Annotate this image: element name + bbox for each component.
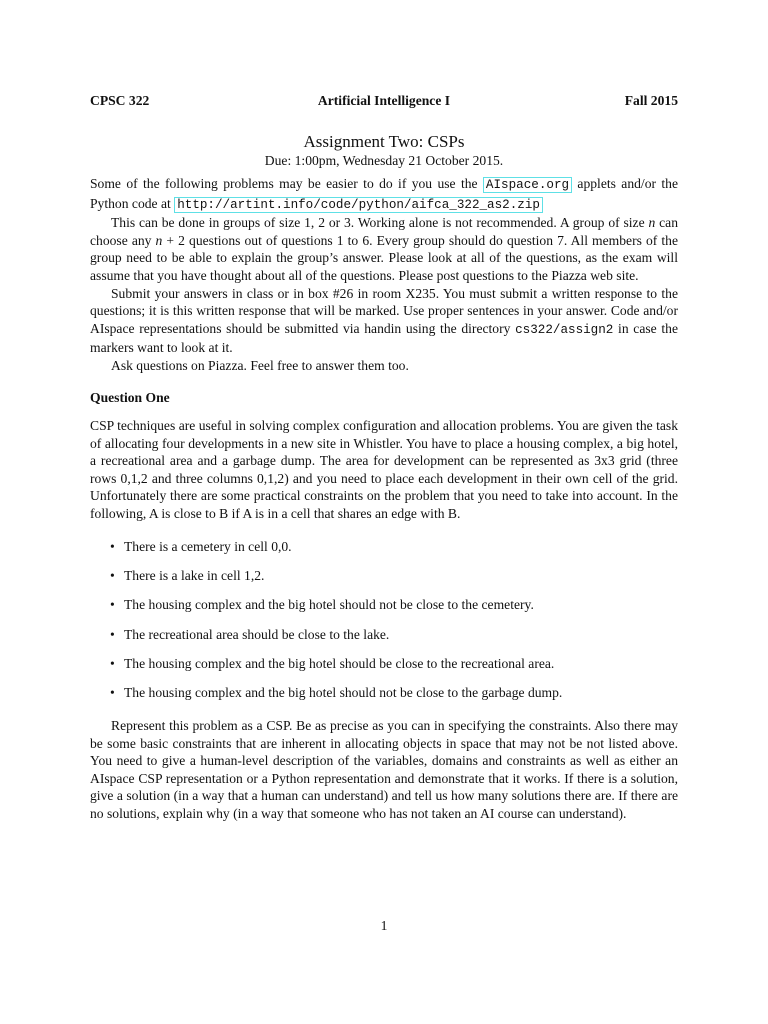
handin-directory: cs322/assign2 bbox=[515, 322, 614, 337]
constraint-item: • The housing complex and the big hotel should be close to the recreational area. bbox=[110, 655, 670, 684]
intro-text: Submit your answers in class or in box #26 in room X235. You must submit a written response to the questions; it is this written response that will be marked. Use proper sentences in your answer. Code and/or AIspace representations should be submitted via handin using the directory bbox=[90, 285, 678, 336]
constraint-item: • There is a cemetery in cell 0,0. bbox=[110, 538, 670, 567]
intro-text: can choose any bbox=[90, 215, 678, 248]
intro-paragraph-4: Ask questions on Piazza. Feel free to answer them too. bbox=[111, 357, 409, 373]
variable-n: n bbox=[648, 215, 656, 231]
intro-text: applets and/or the Python code at bbox=[90, 176, 678, 211]
constraint-item: • The housing complex and the big hotel should not be close to the cemetery. bbox=[110, 596, 670, 625]
constraint-item: • The recreational area should be close to the lake. bbox=[110, 626, 670, 655]
variable-n: n bbox=[155, 232, 163, 248]
intro-section bbox=[90, 175, 678, 375]
python-code-link[interactable]: http://artint.info/code/python/aifca_322_as2.zip bbox=[174, 197, 543, 213]
intro-text: + 2 questions out of questions 1 to 6. Every group should do question 7. All members of the group need to be able to explain the group’s answer. Please look at all of the questions, as the exam will assume that you have thought about all of the questions. Please post questions to the Piazza web site. bbox=[90, 232, 678, 283]
constraint-item: • There is a lake in cell 1,2. bbox=[110, 567, 670, 596]
constraint-item: • The housing complex and the big hotel should not be close to the garbage dump. bbox=[110, 684, 670, 713]
page-header bbox=[90, 92, 678, 110]
question-one-description bbox=[90, 417, 678, 523]
constraint-list bbox=[110, 538, 670, 713]
intro-paragraph-2 bbox=[90, 214, 678, 284]
question-one-instructions bbox=[90, 717, 678, 823]
question-one-heading: Question One bbox=[90, 390, 170, 405]
intro-text: in case the markers want to look at it. bbox=[90, 320, 678, 356]
due-date: Due: 1:00pm, Wednesday 21 October 2015. bbox=[264, 153, 504, 168]
course-code: CPSC 322 bbox=[90, 93, 150, 108]
intro-paragraph-1 bbox=[90, 175, 678, 214]
page-number: 1 bbox=[380, 918, 388, 933]
question-one-closing: Represent this problem as a CSP. Be as precise as you can in specifying the constraints. Also there may be some basic constraints that are inherent in allocating objects in space that may not be not listed above. You need to give a human-level description of the variables, domains and constraints as well as either an AIspace CSP representation or a Python representation and demonstrate that it works. If there is a solution, give a solution (in a way that a human can understand) and tell us how many solutions there are. If there are no solutions, explain why (in a way that someone who has not taken an AI course can understand). bbox=[90, 718, 678, 821]
assignment-title: Assignment Two: CSPs bbox=[303, 132, 465, 151]
aispace-link[interactable]: AIspace.org bbox=[483, 177, 572, 193]
intro-text: This can be done in groups of size 1, 2 or 3. Working alone is not recommended. A group of size bbox=[111, 215, 649, 231]
term-label: Fall 2015 bbox=[624, 93, 678, 108]
intro-paragraph-3 bbox=[90, 285, 678, 357]
course-title: Artificial Intelligence I bbox=[317, 93, 451, 108]
intro-text: Some of the following problems may be easier to do if you use the bbox=[90, 176, 483, 191]
question-one-paragraph: CSP techniques are useful in solving complex configuration and allocation problems. You are given the task of allocating four developments in a new site in Whistler. You have to place a housing complex, a big hotel, a recreational area and a garbage dump. The area for development can be represented as 3x3 grid (three rows 0,1,2 and three columns 0,1,2) and you need to place each development in their own cell of the grid. Unfortunately there are some practical constraints on the problem that you need to take into account. In the following, A is close to B if A is in a cell that shares an edge with B. bbox=[90, 418, 678, 521]
